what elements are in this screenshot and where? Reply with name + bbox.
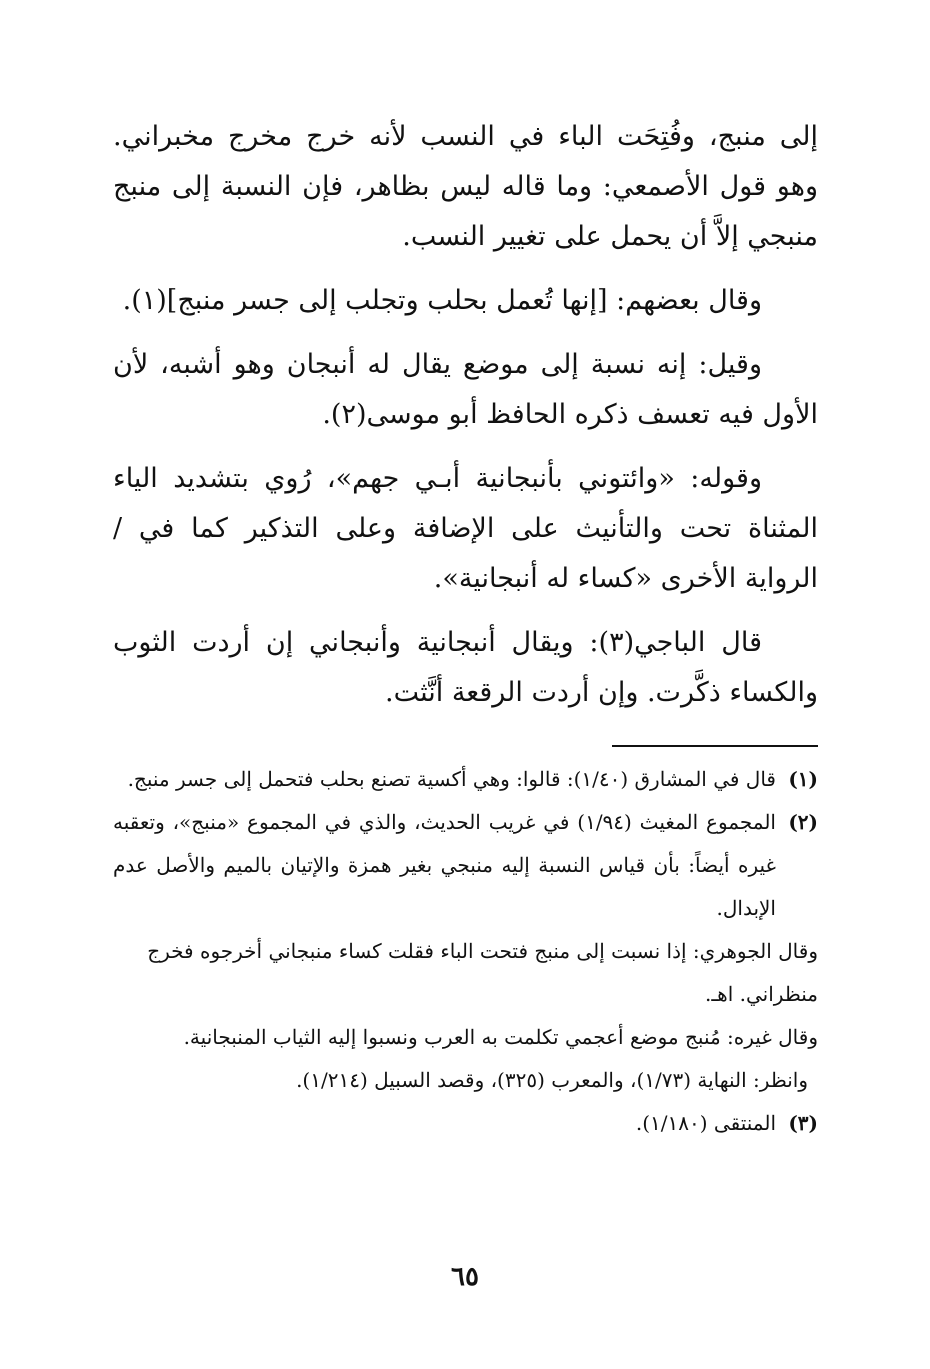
- footnote-body: [113, 758, 776, 801]
- footnote-3: [113, 1102, 818, 1145]
- footnote-number: (٢): [788, 810, 818, 834]
- footnote-line: المنتقى (١/١٨٠).: [635, 1111, 776, 1135]
- footnote-line: المجموع المغيث (١/٩٤) في غريب الحديث، والذي في المجموع «منبج»، وتعقبه غيره أيضاً: بأن قياس النسبة إليه منبجي بغير همزة والإتيان بالميم والأصل عدم الإبدال.: [113, 810, 776, 920]
- footnote-body: [113, 801, 776, 930]
- footnote-body: [113, 1102, 776, 1145]
- footnote-line: وقال غيره: مُنبج موضع أعجمي تكلمت به العرب ونسبوا إليه الثياب المنبجانية.: [183, 1025, 818, 1049]
- paragraph-2: وقال بعضهم: [إنها تُعمل بحلب وتجلب إلى جسر منبج](١).: [122, 285, 762, 316]
- footnote-number: (٣): [788, 1111, 818, 1135]
- page-number: ٦٥: [451, 1262, 479, 1292]
- footnote-line: وقال الجوهري: إذا نسبت إلى منبج فتحت الباء فقلت كساء منبجاني أخرجوه فخرج منظراني. اهـ.: [147, 939, 818, 1006]
- footnote-line: قال في المشارق (١/٤٠): قالوا: وهي أكسية تصنع بحلب فتحمل إلى جسر منبج.: [127, 767, 776, 791]
- paragraph-3: وقيل: إنه نسبة إلى موضع يقال له أنبجان وهو أشبه، لأن الأول فيه تعسف ذكره الحافظ أبو موسى(٢).: [113, 349, 818, 430]
- paragraph-1: إلى منبج، وفُتِحَت الباء في النسب لأنه خرج مخرج مخبراني. وهو قول الأصمعي: وما قاله ليس بظاهر، فإن النسبة إلى منبج منبجي إلاَّ أن يحمل على تغيير النسب.: [113, 121, 818, 252]
- footnote-line: وانظر: النهاية (١/٧٣)، والمعرب (٣٢٥)، وقصد السبيل (١/٢١٤).: [296, 1068, 808, 1092]
- footnote-separator: [612, 745, 818, 747]
- main-text: [113, 112, 818, 732]
- paragraph-5: قال الباجي(٣): ويقال أنبجانية وأنبجاني إن أردت الثوب والكساء ذكَّرت. وإن أردت الرقعة أنَّثت.: [113, 627, 818, 708]
- footnote-2: [113, 801, 818, 930]
- footnote-2-continuation: [113, 930, 818, 1102]
- footnotes: [113, 758, 818, 1145]
- footnote-number: (١): [788, 767, 818, 791]
- paragraph-4: وقوله: «وائتوني بأنبجانية أبـي جهم»، رُوي بتشديد الياء المثناة تحت والتأنيث على الإضافة وعلى التذكير كما في / الرواية الأخرى «كساء له أنبجانية».: [113, 463, 818, 594]
- footnote-1: [113, 758, 818, 801]
